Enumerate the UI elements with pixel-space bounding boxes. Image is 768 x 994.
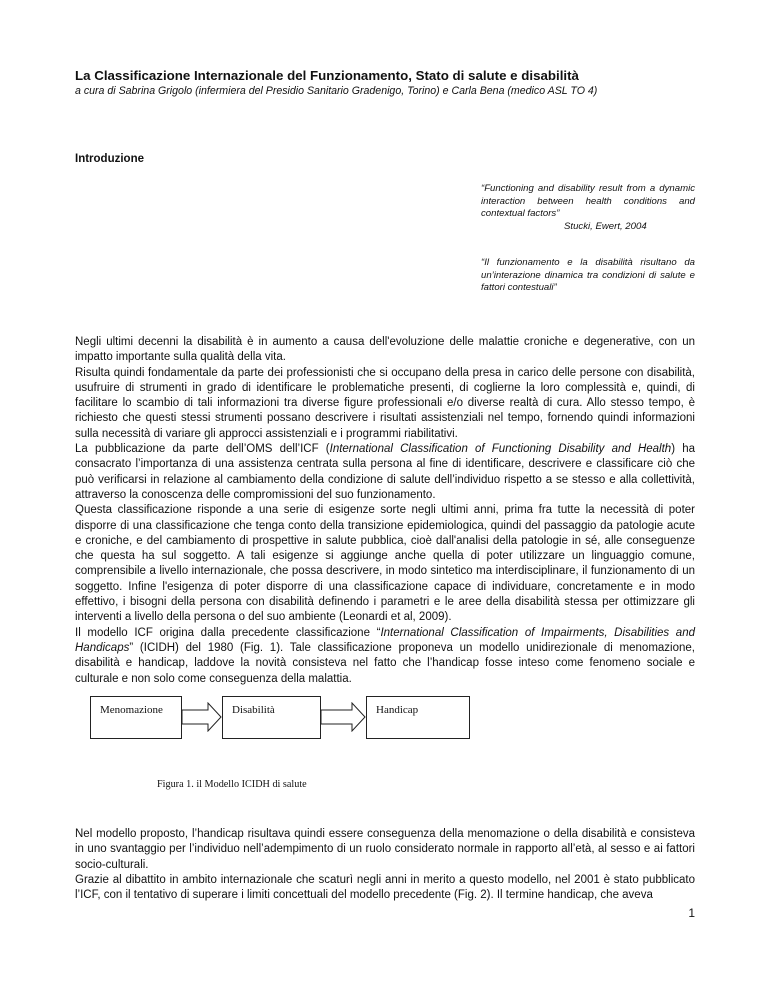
body-text-bottom (75, 827, 695, 903)
paragraph-text: La pubblicazione da parte dell’OMS dell’ICF ( (75, 443, 330, 456)
italic-term: International Classification of Impairments, Disabilities and Handicaps (75, 626, 695, 654)
figure-box-handicap: Handicap (366, 696, 470, 739)
right-arrow-icon (321, 702, 366, 732)
epigraph-english (481, 183, 695, 233)
body-text-top (75, 335, 695, 687)
epigraph-attribution: Stucki, Ewert, 2004 (564, 220, 647, 232)
section-heading: Introduzione (75, 153, 144, 165)
paragraph: Nel modello proposto, l’handicap risultava quindi essere conseguenza della menomazione o della disabilità e consisteva in uno svantaggio per l’individuo nell’adempimento di un ruolo considerato normale in rapporto all’età, al sesso e ai fattori socio-culturali. (75, 828, 695, 871)
right-arrow-icon (182, 702, 222, 732)
italic-term: International Classification of Functioning Disability and Health (329, 443, 672, 456)
paragraph: Risulta quindi fondamentale da parte dei professionisti che si occupano della presa in carico delle persone con disabilità, usufruire di strumenti in grado di identificare le problematiche presenti, di coglierne la loro complessità e, quindi, di facilitare lo scambio di tali informazioni tra diverse figure professionali e/o diverse realtà di cura. Allo stesso tempo, è richiesto che questi stessi strumenti possano descrivere i risultati assistenziali nel tempo, fornendo quindi informazioni sulla necessità di variare gli approcci assistenziali e i programmi riabilitativi. (75, 366, 695, 440)
paragraph-text: Il modello ICF origina dalla precedente classificazione “ (75, 626, 381, 639)
paragraph-icf (75, 442, 695, 503)
paragraph: Grazie al dibattito in ambito internazionale che scaturì negli anni in merito a questo modello, nel 2001 è stato pubblicato l’ICF, con il tentativo di superare i limiti concettuali del modello precedente (Fig. 2). Il termine handicap, che aveva (75, 873, 695, 902)
paragraph-text: ” (ICIDH) del 1980 (Fig. 1). Tale classificazione proponeva un modello unidirezionale di menomazione, disabilità e handicap, laddove la novità consisteva nel fatto che l’handicap fosse inteso come fenomeno sociale e culturale e non solo come conseguenza della malattia. (75, 641, 695, 685)
page-number: 1 (688, 906, 695, 920)
document-title: La Classificazione Internazionale del Funzionamento, Stato di salute e disabilità (75, 68, 579, 83)
paragraph: Negli ultimi decenni la disabilità è in aumento a causa dell'evoluzione delle malattie croniche e degenerative, con un impatto importante sulla qualità della vita. (75, 336, 695, 364)
epigraph-english-text: “Functioning and disability result from a dynamic interaction between health conditions and contextual factors” (481, 183, 695, 220)
figure-box-menomazione: Menomazione (90, 696, 182, 739)
icidh-model-figure (90, 696, 470, 740)
paragraph: Questa classificazione risponde a una serie di esigenze sorte negli ultimi anni, prima fra tutte la necessità di poter disporre di una classificazione che tenga conto della transizione epidemiologica, quindi del passaggio da patologie acute e croniche, e del cambiamento di prospettive in salute pubblica, cioè dall'analisi della patologie in sé, alle conseguenze che questa ha sul soggetto. A tali esigenze si aggiunge anche quella di poter utilizzare un linguaggio comune, comprensibile a livello internazionale, che possa descrivere, in modo sintetico ma interdisciplinare, il funzionamento di un soggetto. Infine l'esigenza di poter disporre di una classificazione capace di individuare, concretamente e in modo effettivo, i bisogni della persona con disabilità definendo i parametri e le aree della disabilità stessa per ottimizzare gli interventi a livello della persona o del suo ambiente (Leonardi et al, 2009). (75, 504, 695, 624)
epigraph-italian (481, 257, 695, 295)
figure-box-disabilita: Disabilità (222, 696, 321, 739)
figure-caption: Figura 1. il Modello ICIDH di salute (157, 779, 307, 790)
paragraph-text: ) ha consacrato l’importanza di una assistenza centrata sulla persona al fine di identificare, descrivere e classificare ciò che può verificarsi in relazione al cambiamento della condizione di salute dell’individuo rispetto a se stesso e alla collettività, attraverso la conoscenza delle compromissioni del suo funzionamento. (75, 443, 695, 501)
document-authors: a cura di Sabrina Grigolo (infermiera del Presidio Sanitario Gradenigo, Torino) e Carla Bena (medico ASL TO 4) (75, 85, 598, 97)
epigraph-italian-text: “Il funzionamento e la disabilità risultano da un’interazione dinamica tra condizioni di salute e fattori contestuali” (481, 257, 695, 294)
paragraph-icidh (75, 626, 695, 687)
